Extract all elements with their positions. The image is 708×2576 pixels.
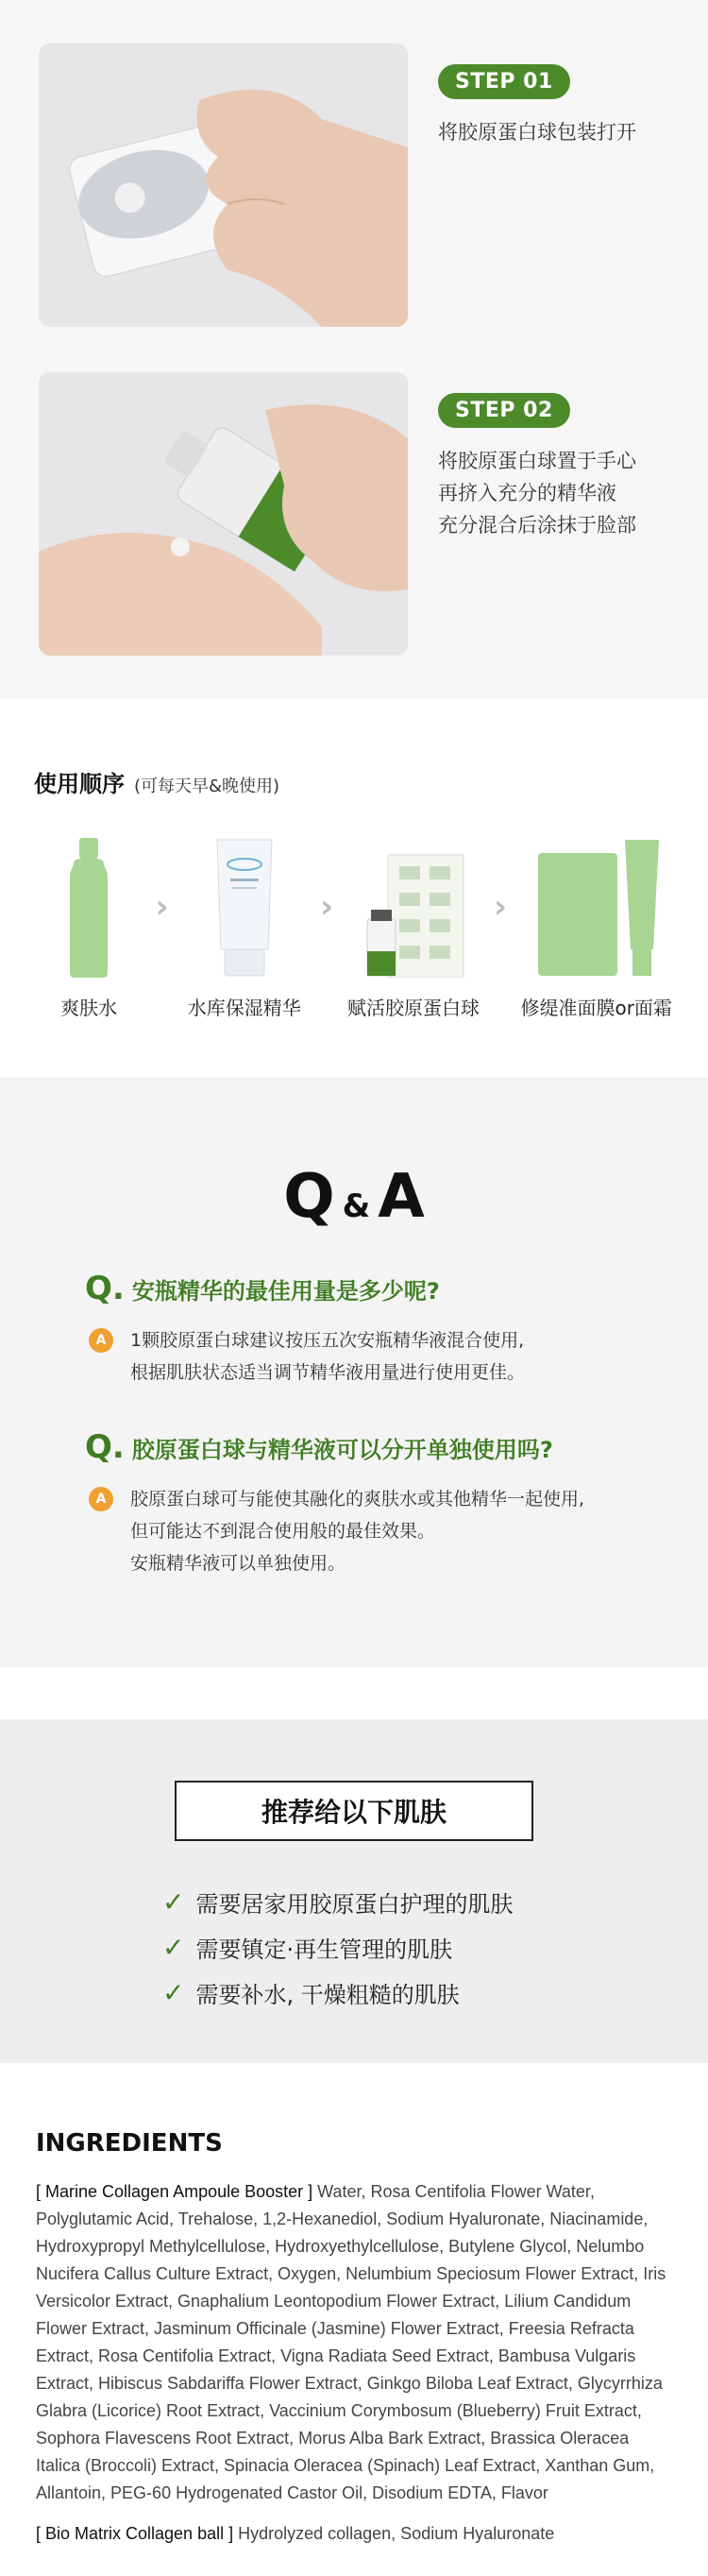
question-icon: Q. — [85, 1270, 125, 1307]
ingredients-section — [0, 2063, 708, 2576]
steps-section — [0, 0, 708, 699]
qa-heading-amp: & — [342, 1187, 371, 1225]
recommend-item — [162, 1970, 708, 2015]
usage-order-title — [34, 765, 674, 798]
order-label: 修缇准面膜or面霜 — [520, 997, 672, 1019]
qa-heading-q: Q — [283, 1162, 335, 1232]
usage-order-row — [34, 836, 674, 1020]
recommend-text: 需要镇定·再生管理的肌肤 — [195, 1936, 453, 1963]
usage-order-section — [0, 699, 708, 1077]
qa-heading-a: A — [378, 1162, 425, 1232]
recommend-list — [0, 1879, 708, 2015]
step-1 — [0, 43, 708, 327]
step-description: 将胶原蛋白球置于手心 再挤入充分的精华液 充分混合后涂抹于脸部 — [438, 450, 636, 537]
step-1-photo — [39, 43, 408, 327]
ingredients-title: INGREDIENTS — [36, 2129, 223, 2158]
question-text: 安瓶精华的最佳用量是多少呢? — [131, 1277, 440, 1305]
section-spacer — [0, 1667, 708, 1719]
ingredient-list: Hydrolyzed collagen, Sodium Hyaluronate — [233, 2524, 555, 2543]
qa-item — [85, 1428, 708, 1579]
ingredient-list: Water, Rosa Centifolia Flower Water, Polyglutamic Acid, Trehalose, 1,2-Hexanediol, Sodium Hyaluronate, Niacinamide, Hydroxypropyl Methylcellulose, Hydroxyethylcellulose, Butylene Glycol, Nelumbo Nucifera Callus Culture Extract, Oxygen, Nelumbium Speciosum Flower Extract, Iris Versicolor Extract, Gnaphalium Leontopodium Flower Extract, Lilium Candidum Flower Extract, Jasminum Officinale (Jasmine) Flower Extract, Freesia Refracta Extract, Rosa Centifolia Extract, Vigna Radiata Seed Extract, Bambusa Vulgaris Extract, Hibiscus Sabdariffa Flower Extract, Ginkgo Biloba Leaf Extract, Glycyrrhiza Glabra (Licorice) Root Extract, Vaccinium Corymbosum (Blueberry) Fruit Extract, Sophora Flavescens Root Extract, Morus Alba Bark Extract, Brassica Oleracea Italica (Broccoli) Extract, Spinacia Oleracea (Spinach) Leaf Extract, Xanthan Gum, Allantoin, PEG-60 Hydrogenated Castor Oil, Disodium EDTA, Flavor — [36, 2182, 666, 2502]
step-2-body — [438, 372, 636, 656]
usage-order-heading: 使用顺序 — [34, 771, 125, 797]
ingredients-block — [36, 2520, 672, 2548]
essence-tube-icon — [211, 836, 278, 978]
order-item-toner — [34, 836, 143, 1020]
usage-order-subtitle: (可每天早&晚使用) — [134, 776, 280, 796]
question-icon: Q. — [85, 1428, 125, 1466]
answer-row — [85, 1324, 708, 1389]
toner-bottle-icon — [60, 836, 117, 978]
recommend-text: 需要居家用胶原蛋白护理的肌肤 — [195, 1890, 514, 1918]
check-icon: ✓ — [162, 1976, 185, 2008]
mask-and-cream-icon — [531, 836, 663, 978]
ingredient-product-name: [ Marine Collagen Ampoule Booster ] — [36, 2182, 313, 2201]
qa-list — [0, 1270, 708, 1579]
recommend-item — [162, 1924, 708, 1970]
step-badge: STEP 02 — [438, 393, 570, 428]
ingredient-product-name: [ Bio Matrix Collagen ball ] — [36, 2524, 234, 2543]
step-2-photo — [39, 372, 408, 656]
order-label: 赋活胶原蛋白球 — [346, 997, 480, 1019]
step-description: 将胶原蛋白球包装打开 — [438, 121, 636, 144]
step-badge: STEP 01 — [438, 64, 570, 99]
step-2 — [0, 372, 708, 656]
question-text: 胶原蛋白球与精华液可以分开单独使用吗? — [131, 1436, 553, 1463]
order-item-mask-cream — [518, 836, 674, 1020]
step-1-body — [438, 43, 636, 327]
order-item-collagen-ball — [345, 836, 481, 1020]
order-label: 爽肤水 — [60, 997, 118, 1019]
ingredients-block — [36, 2178, 672, 2507]
chevron-right-icon: › — [493, 888, 507, 926]
answer-text: 胶原蛋白球可与能使其融化的爽肤水或其他精华一起使用, 但可能达不到混合使用般的最佳效果。 安瓶精华液可以单独使用。 — [130, 1489, 585, 1574]
qa-heading — [0, 1162, 708, 1232]
recommend-text: 需要补水, 干燥粗糙的肌肤 — [195, 1981, 460, 2008]
answer-icon: A — [89, 1487, 113, 1511]
answer-text: 1颗胶原蛋白球建议按压五次安瓶精华液混合使用, 根据肌肤状态适当调节精华液用量进行使用更佳。 — [130, 1330, 526, 1383]
recommend-section — [0, 1719, 708, 2063]
collagen-ball-kit-icon — [362, 836, 465, 978]
order-item-essence — [180, 836, 309, 1020]
chevron-right-icon: › — [319, 888, 333, 926]
check-icon: ✓ — [162, 1885, 185, 1918]
qa-section — [0, 1077, 708, 1667]
answer-icon: A — [89, 1328, 113, 1353]
recommend-title: 推荐给以下肌肤 — [175, 1781, 533, 1841]
order-label: 水库保湿精华 — [187, 997, 301, 1019]
question-row — [85, 1428, 708, 1466]
recommend-item — [162, 1879, 708, 1924]
chevron-right-icon: › — [155, 888, 169, 926]
qa-item — [85, 1270, 708, 1389]
question-row — [85, 1270, 708, 1307]
check-icon: ✓ — [162, 1931, 185, 1963]
answer-row — [85, 1483, 708, 1579]
